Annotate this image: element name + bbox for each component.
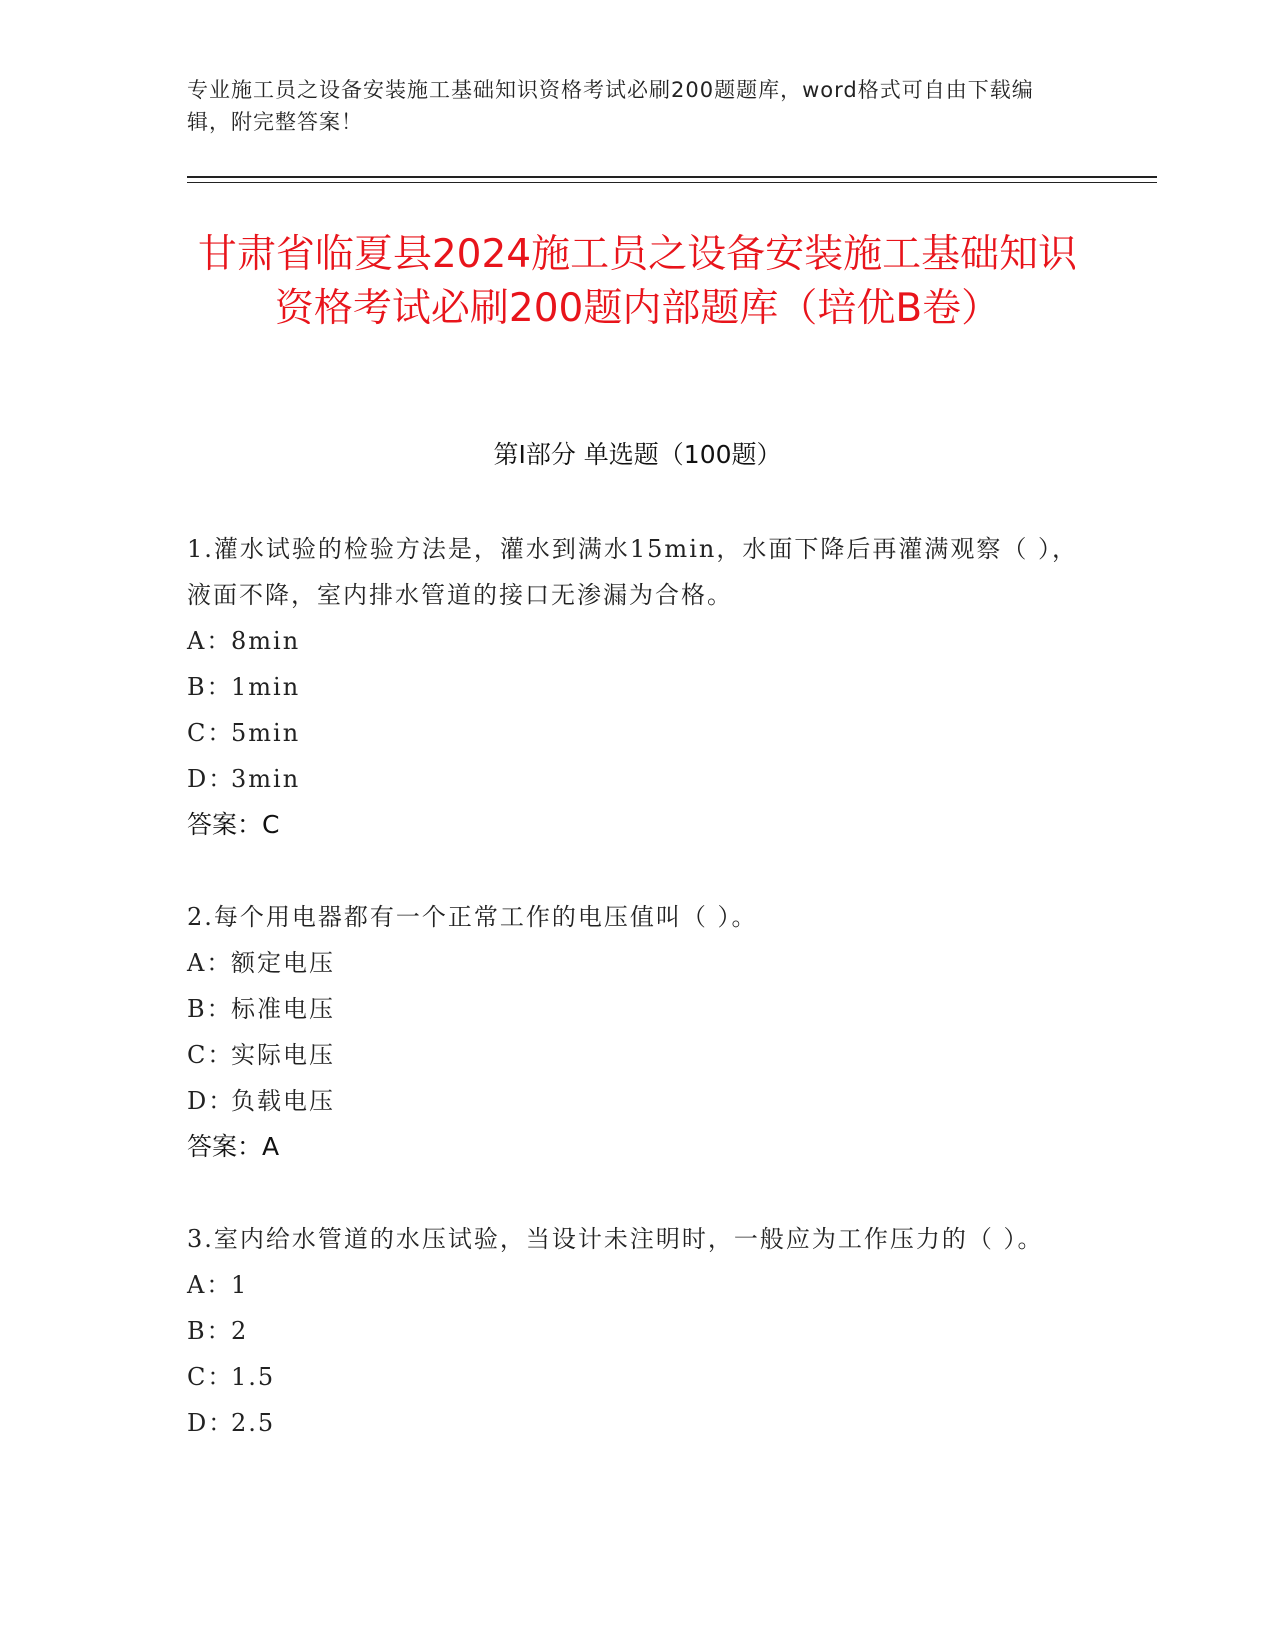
option-key: B： — [187, 995, 233, 1023]
option-text: 3min — [231, 765, 301, 793]
option-text: 2 — [231, 1317, 249, 1345]
option-key: A： — [187, 1271, 233, 1299]
answer-line: 答案：A — [187, 1132, 280, 1161]
question-stem: 3.室内给水管道的水压试验，当设计未注明时，一般应为工作压力的（ ）。 — [187, 1225, 1044, 1253]
option-c — [187, 1354, 1087, 1400]
option-text: 负载电压 — [231, 1087, 335, 1115]
option-key: A： — [187, 627, 233, 655]
question-2 — [187, 894, 1087, 1170]
document-title: 甘肃省临夏县2024施工员之设备安装施工基础知识资格考试必刷200题内部题库（培优B卷） — [197, 232, 1078, 331]
option-d — [187, 756, 1087, 802]
option-list — [187, 1262, 1087, 1446]
option-list — [187, 618, 1087, 802]
option-a — [187, 1262, 1087, 1308]
option-list — [187, 940, 1087, 1124]
option-text: 1 — [231, 1271, 249, 1299]
option-key: C： — [187, 1363, 234, 1391]
section-heading: 第Ⅰ部分 单选题（100题） — [493, 440, 782, 469]
option-c — [187, 710, 1087, 756]
option-key: D： — [187, 1087, 235, 1115]
question-3 — [187, 1216, 1087, 1446]
option-key: A： — [187, 949, 233, 977]
option-key: C： — [187, 719, 234, 747]
option-text: 额定电压 — [231, 949, 335, 977]
header-divider-thin — [187, 182, 1157, 183]
option-b — [187, 1308, 1087, 1354]
option-a — [187, 618, 1087, 664]
option-text: 标准电压 — [231, 995, 335, 1023]
option-c — [187, 1032, 1087, 1078]
option-text: 2.5 — [231, 1409, 276, 1437]
option-key: B： — [187, 1317, 233, 1345]
option-text: 1.5 — [231, 1363, 276, 1391]
option-key: D： — [187, 765, 235, 793]
option-text: 5min — [231, 719, 301, 747]
option-d — [187, 1400, 1087, 1446]
option-text: 8min — [231, 627, 301, 655]
header-note: 专业施工员之设备安装施工基础知识资格考试必刷200题题库，word格式可自由下载编辑，附完整答案！ — [187, 78, 1034, 134]
option-text: 1min — [231, 673, 301, 701]
option-key: C： — [187, 1041, 234, 1069]
question-stem: 1.灌水试验的检验方法是，灌水到满水15min，水面下降后再灌满观察（ ），液面不降，室内排水管道的接口无渗漏为合格。 — [187, 535, 1078, 609]
header-divider-thick — [187, 176, 1157, 178]
option-key: D： — [187, 1409, 235, 1437]
question-list — [187, 526, 1087, 1492]
option-d — [187, 1078, 1087, 1124]
option-b — [187, 986, 1087, 1032]
option-b — [187, 664, 1087, 710]
option-a — [187, 940, 1087, 986]
option-text: 实际电压 — [231, 1041, 335, 1069]
option-key: B： — [187, 673, 233, 701]
question-1 — [187, 526, 1087, 848]
question-stem: 2.每个用电器都有一个正常工作的电压值叫（ ）。 — [187, 903, 758, 931]
answer-line: 答案：C — [187, 810, 280, 839]
